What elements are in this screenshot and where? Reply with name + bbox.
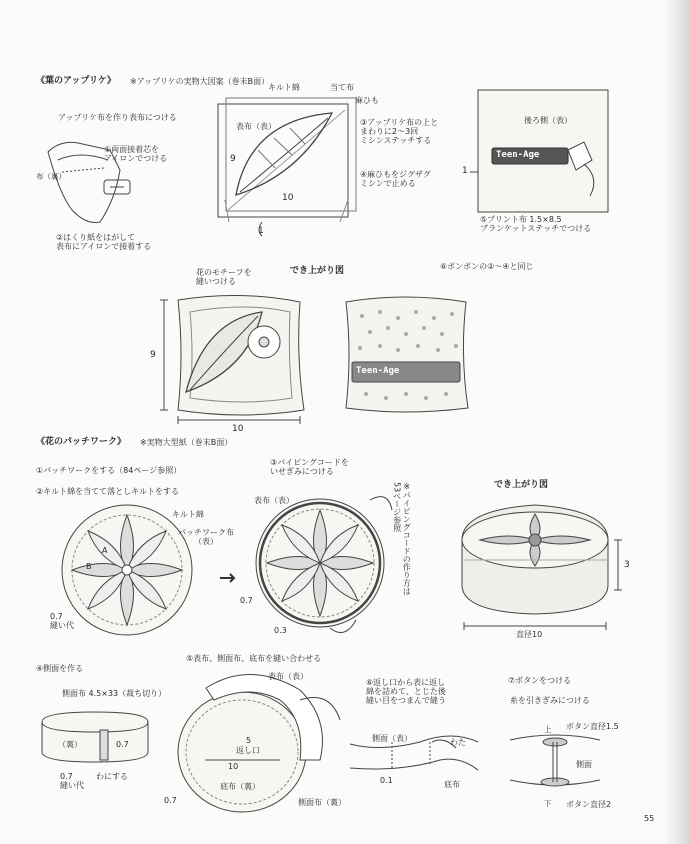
step6-close: ⑥返し口から表に返し 綿を詰めて、とじた後 縫い目をつまんで縫う (366, 678, 446, 706)
finished-title-1: でき上がり図 (290, 266, 345, 276)
step3: ③アップリケ布の上と まわりに2～3回 ミシンステッチする (360, 118, 439, 146)
band-ura: （裏） (58, 740, 82, 749)
button-15: ボタン直径1.5 (566, 722, 619, 731)
step5-sew: ⑤表布、側面布、底布を縫い合わせる (186, 654, 322, 663)
step-make: アップリケ布を作り表布につける (58, 113, 177, 122)
flower-note: 花のモチーフを 縫いつける (196, 268, 252, 287)
finished-leaf-cushion (160, 295, 304, 424)
band-seam: 0.7 縫い代 (60, 772, 84, 791)
dim-1b: 1 (462, 166, 468, 176)
asm-side-ura: 側面布（裏） (298, 798, 346, 807)
fin-dim-h: 9 (150, 350, 156, 360)
sewing-assembly-illustration (178, 674, 340, 812)
patch-step2: ②キルト綿を当てて落としキルトをする (36, 487, 180, 496)
dim-10: 10 (282, 193, 294, 203)
arrow-icon (220, 574, 234, 582)
patch-label-fabric: パッチワーク布 （表） (178, 528, 234, 547)
button-bottom: 下 (544, 799, 552, 808)
finished-pincushion-illustration (462, 505, 622, 630)
dim-1: 1 (258, 226, 264, 236)
fin2-dim-h: 3 (624, 560, 630, 570)
band-ring: わにする (96, 772, 128, 781)
asm-dim-5: 5 (246, 736, 252, 745)
button-top: 上 (544, 725, 552, 734)
dim-9: 9 (230, 154, 236, 164)
patchwork-circle-illustration (62, 505, 192, 635)
asm-bottom: 底布（裏） (220, 782, 260, 791)
close-wata: わた (450, 738, 466, 747)
section-title-leaf: 《葉のアップリケ》 (36, 76, 116, 86)
step1: ①両面接着芯を アイロンでつける (104, 145, 168, 164)
step4: ④麻ひもをジグザグ ミシンで止める (360, 170, 431, 189)
fin-dim-w: 10 (232, 424, 244, 434)
side-cloth: 側面布 4.5×33（裁ち切り） (62, 689, 167, 698)
close-sokofu: 底布 (444, 780, 460, 789)
asm-gap: 返し口 (236, 746, 260, 755)
step4-side: ④側面を作る (36, 664, 84, 673)
patch-label-front: 表布（表） (254, 496, 294, 505)
patch-dim-03: 0.3 (274, 626, 287, 635)
applique-square-illustration (218, 98, 356, 236)
asm-dim-10: 10 (228, 762, 239, 771)
teen-age-label-2: Teen-Age (356, 366, 400, 376)
patch-label-a: A (102, 546, 108, 555)
label-lining: 当て布 (330, 83, 354, 92)
close-dim-01: 0.1 (380, 776, 393, 785)
note-patch: ※実物大型紙（巻末B面） (140, 438, 233, 447)
fin2-dim-d: 直径10 (516, 630, 543, 639)
label-back: 布（裏） (36, 172, 66, 181)
step2: ②はくり紙をはがして 表布にアイロンで接着する (56, 233, 152, 252)
patch-dim-07: 0.7 (240, 596, 253, 605)
label-backside: 後ろ側（表） (524, 116, 572, 125)
label-quilt: キルト綿 (268, 83, 300, 92)
close-side-front: 側面（表） (372, 734, 412, 743)
button-sokumen: 側面 (576, 760, 592, 769)
label-twine: 麻ひも (355, 96, 379, 105)
page-number: 55 (644, 814, 655, 823)
step5: ⑤プリント布 1.5×8.5 ブランケットステッチでつける (480, 215, 592, 234)
note-leaf: ※アップリケの実物大図案（巻末B面） (130, 77, 270, 86)
patch-label-b: B (86, 562, 92, 571)
pompon-note: ⑥ポンポンの②～④と同じ (440, 262, 534, 271)
label-front: 表布（表） (236, 122, 276, 131)
piping-note: ※パイピングコードの作り方は53ページ参照 (392, 482, 412, 595)
finished-back-cushion (346, 297, 468, 412)
finished-title-2: でき上がり図 (494, 480, 549, 490)
patch-step1: ①パッチワークをする（84ページ参照） (36, 466, 182, 475)
patch-label-quilt: キルト綿 (172, 510, 204, 519)
book-spine-shadow (664, 0, 690, 844)
patch-step3: ③パイピングコードを いせぎみにつける (270, 458, 349, 477)
asm-dim-07: 0.7 (164, 796, 177, 805)
piping-circle-illustration (256, 497, 392, 633)
patch-seam: 0.7 縫い代 (50, 612, 74, 631)
button-thread: 糸を引きぎみにつける (510, 696, 590, 705)
side-band-illustration (42, 712, 148, 762)
teen-age-label: Teen-Age (496, 150, 540, 160)
asm-label-front: 表布（表） (268, 672, 308, 681)
band-dim: 0.7 (116, 740, 129, 749)
button-2: ボタン直径2 (566, 800, 612, 809)
section-title-patch: 《花のパッチワーク》 (36, 437, 127, 447)
step7-button: ⑦ボタンをつける (508, 676, 572, 685)
